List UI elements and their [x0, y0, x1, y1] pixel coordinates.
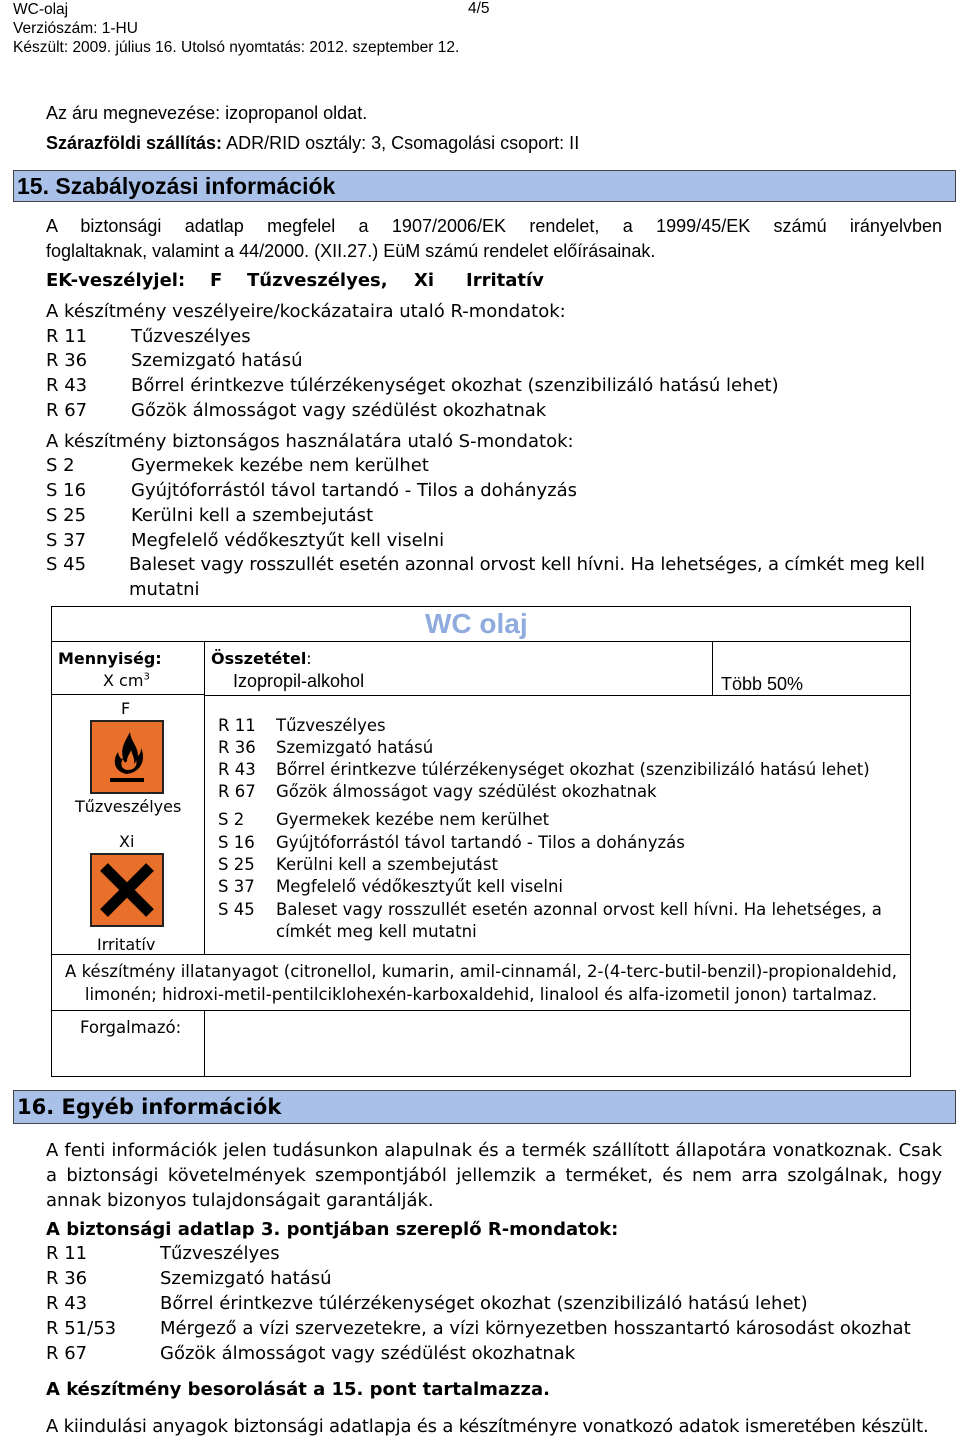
irritant-cross-icon [90, 853, 164, 927]
r-text: Szemizgató hatású [160, 1268, 332, 1289]
page-number: 4/5 [468, 0, 490, 17]
r-code: R 67 [218, 782, 256, 801]
r-text: Bőrrel érintkezve túlérzékenységet okozhat (szenzibilizáló hatású lehet) [276, 760, 870, 779]
transport-name: Az áru megnevezése: izopropanol oldat. [46, 103, 368, 123]
r-code: R 67 [46, 400, 88, 421]
classification-note: A készítmény besorolását a 15. pont tartalmazza. [46, 1379, 550, 1400]
s-text: Megfelelő védőkesztyűt kell viselni [276, 877, 564, 896]
r-text: Szemizgató hatású [131, 350, 303, 371]
quantity-number: X cm [103, 671, 144, 690]
s16-para-3: annak bizonyos tulajdonságait garantálják. [46, 1190, 434, 1211]
fragrance-line1: A készítmény illatanyagot (citronellol, kumarin, amil-cinnamál, 2-(4-terc-butil-benzil)-propionaldehid, [65, 962, 897, 981]
s16-r-heading: A biztonsági adatlap 3. pontjában szereplő R-mondatok: [46, 1219, 619, 1240]
f-caption: Tűzveszélyes [75, 797, 182, 816]
r-code: R 11 [46, 1243, 88, 1264]
s-code: S 16 [46, 480, 87, 501]
s-code: S 37 [218, 877, 255, 896]
s-code: S 2 [46, 455, 75, 476]
s-text: Gyermekek kezébe nem kerülhet [131, 455, 429, 476]
r-text: Mérgező a vízi szervezetekre, a vízi környezetben hosszantartó károsodást okozhat [160, 1318, 911, 1339]
r-code: R 67 [46, 1343, 88, 1364]
brand-name: WC olaj [425, 608, 528, 639]
ingredient-amount: Több 50% [721, 674, 804, 694]
r-code: R 11 [46, 326, 88, 347]
r-intro: A készítmény veszélyeire/kockázataira utaló R-mondatok: [46, 301, 566, 322]
land-value: ADR/RID osztály: 3, Csomagolási csoport: II [222, 133, 580, 153]
distributor-label: Forgalmazó: [80, 1018, 182, 1037]
f-letter: F [121, 699, 131, 718]
label-s45-cont: címkét meg kell mutatni [276, 922, 477, 941]
section15-heading: 15. Szabályozási információk [13, 170, 956, 202]
r-text: Tűzveszélyes [276, 716, 386, 735]
s-text: Gyújtóforrástól távol tartandó - Tilos a dohányzás [131, 480, 578, 501]
s-code: S 16 [218, 833, 255, 852]
r-code: R 11 [218, 716, 256, 735]
s16-para-1: A fenti információk jelen tudásunkon alapulnak és a termék szállított állapotára vonatkoznak. Csak [46, 1140, 942, 1161]
land-label: Szárazföldi szállítás: [46, 133, 223, 153]
s-intro: A készítmény biztonságos használatára utaló S-mondatok: [46, 431, 574, 452]
composition-heading [211, 649, 312, 668]
flame-icon [90, 720, 164, 794]
composition-colon: : [306, 649, 312, 668]
s-code: S 45 [218, 900, 255, 919]
composition-label: Összetétel [211, 649, 307, 668]
quantity-unit-sup: 3 [143, 671, 150, 683]
r-code: R 36 [218, 738, 256, 757]
s45-line1: Baleset vagy rosszullét esetén azonnal orvost kell hívni. Ha lehetséges, a címkét meg kell [129, 554, 925, 575]
ek-xi: Xi [414, 270, 435, 291]
section16-heading: 16. Egyéb információk [13, 1090, 956, 1124]
s-text: Kerülni kell a szembejutást [131, 505, 374, 526]
s-code: S 25 [218, 855, 255, 874]
xi-caption: Irritatív [97, 935, 156, 954]
s-code: S 37 [46, 530, 87, 551]
s-text: Gyermekek kezébe nem kerülhet [276, 810, 550, 829]
s-code: S 25 [46, 505, 87, 526]
dates: Készült: 2009. július 16. Utolsó nyomtatás: 2012. szeptember 12. [13, 39, 460, 56]
r-code: R 43 [46, 1293, 88, 1314]
fragrance-line2: limonén; hidroxi-metil-pentilciklohexén-karboxaldehid, linalool és alfa-izometil jonon) tartalmaz. [84, 985, 878, 1004]
r-text: Gőzök álmosságot vagy szédülést okozhatnak [276, 782, 657, 801]
page-header [13, 0, 459, 57]
version: Verziószám: 1-HU [13, 20, 138, 37]
ingredient: Izopropil-alkohol [233, 671, 365, 691]
s-text: Megfelelő védőkesztyűt kell viselni [131, 530, 445, 551]
doc-title: WC-olaj [13, 1, 69, 18]
s-code: S 2 [218, 810, 245, 829]
ek-xi-text: Irritatív [466, 270, 544, 291]
final-note: A kiindulási anyagok biztonsági adatlapja és a készítményre vonatkozó adatok ismeretében készült. [46, 1416, 929, 1437]
ek-f: F [210, 270, 223, 291]
r-text: Tűzveszélyes [131, 326, 251, 347]
r-text: Tűzveszélyes [160, 1243, 280, 1264]
ek-f-text: Tűzveszélyes, [247, 270, 388, 291]
s-text: Baleset vagy rosszullét esetén azonnal orvost kell hívni. Ha lehetséges, a [276, 900, 882, 919]
s-text: Gyújtóforrástól távol tartandó - Tilos a dohányzás [276, 833, 685, 852]
xi-letter: Xi [119, 832, 135, 851]
r-code: R 51/53 [46, 1318, 117, 1339]
r-text: Bőrrel érintkezve túlérzékenységet okozhat (szenzibilizáló hatású lehet) [131, 375, 779, 396]
s45-line2: mutatni [129, 579, 200, 600]
r-code: R 43 [46, 375, 88, 396]
r-code: R 36 [46, 350, 88, 371]
r-text: Gőzök álmosságot vagy szédülést okozhatnak [160, 1343, 576, 1364]
r-text: Bőrrel érintkezve túlérzékenységet okozhat (szenzibilizáló hatású lehet) [160, 1293, 808, 1314]
s16-para-2: a biztonsági követelmények szempontjából jellemzik a terméket, és nem arra szolgálnak, hogy [46, 1165, 942, 1186]
quantity-value [103, 671, 150, 690]
quantity-label: Mennyiség: [58, 649, 162, 668]
ek-label: EK-veszélyjel: [46, 270, 186, 291]
s-code: S 45 [46, 554, 87, 575]
r-code: R 36 [46, 1268, 88, 1289]
r-code: R 43 [218, 760, 256, 779]
transport-land [46, 133, 579, 154]
r-text: Szemizgató hatású [276, 738, 434, 757]
s15-intro-2: foglaltaknak, valamint a 44/2000. (XII.27.) EüM számú rendelet előírásainak. [46, 241, 656, 261]
s-text: Kerülni kell a szembejutást [276, 855, 498, 874]
r-text: Gőzök álmosságot vagy szédülést okozhatnak [131, 400, 547, 421]
s15-intro-1: A biztonsági adatlap megfelel a 1907/2006/EK rendelet, a 1999/45/EK számú irányelvben [46, 216, 942, 236]
